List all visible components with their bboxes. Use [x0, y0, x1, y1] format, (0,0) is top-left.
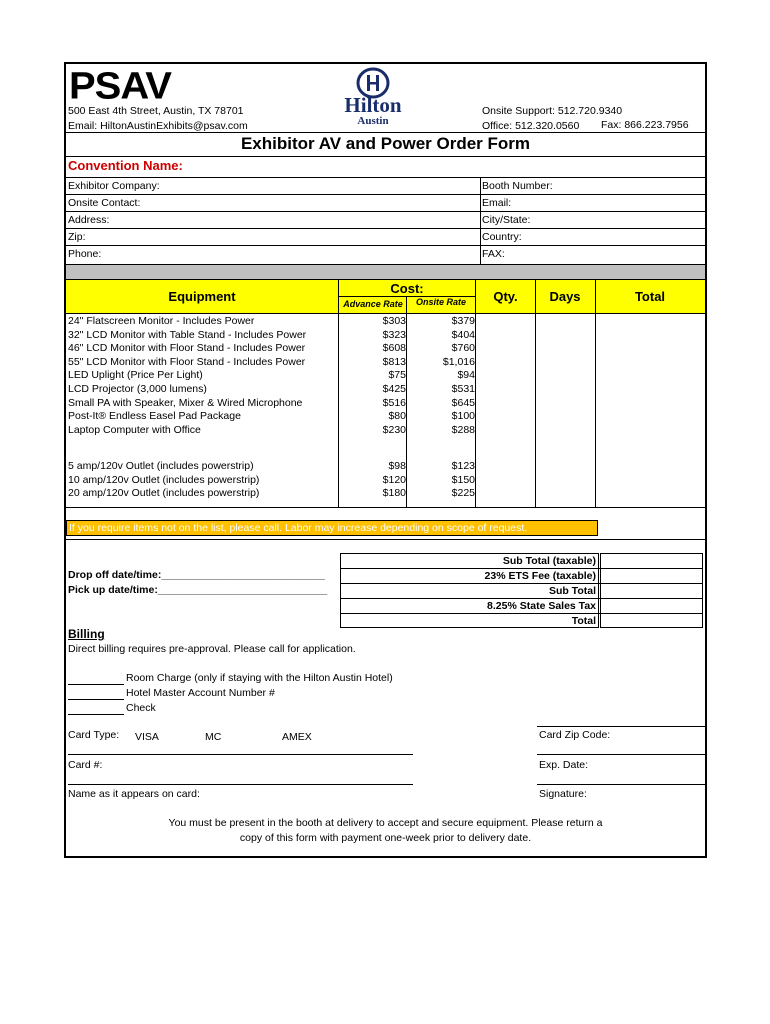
equipment-name: 24" Flatscreen Monitor - Includes Power	[68, 315, 255, 327]
qty-header: Qty.	[493, 289, 518, 304]
power-advance-rate: $180	[382, 487, 406, 500]
address-field[interactable]: Address:	[68, 214, 110, 226]
totals-box	[340, 553, 705, 628]
equipment-name: LCD Projector (3,000 lumens)	[68, 382, 207, 395]
signature-field[interactable]: Signature:	[539, 788, 587, 800]
table-row	[66, 460, 477, 474]
equipment-onsite-rate: $379	[451, 315, 475, 327]
power-onsite-rate: $150	[451, 473, 475, 486]
table-row	[66, 410, 477, 424]
footer-line-2: copy of this form with payment one-week prior to delivery date.	[239, 832, 532, 844]
equipment-name: Post-It® Endless Easel Pad Package	[68, 410, 241, 423]
card-type-amex[interactable]: AMEX	[282, 731, 312, 743]
exhibitor-company-field[interactable]: Exhibitor Company:	[68, 180, 160, 192]
pickup-field[interactable]: Pick up date/time:_____________________________	[68, 584, 328, 596]
convention-name-label: Convention Name:	[68, 158, 183, 173]
equipment-advance-rate: $425	[382, 382, 406, 395]
room-charge-option[interactable]: Room Charge (only if staying with the Hilton Austin Hotel)	[126, 672, 393, 684]
email-field[interactable]: Email:	[482, 197, 512, 209]
phone-field[interactable]: Phone:	[68, 248, 102, 260]
fax-number: Fax: 866.223.7956	[601, 119, 689, 131]
hilton-logo	[334, 66, 412, 130]
exhibitor-info	[66, 177, 705, 264]
onsite-rate-header: Onsite Rate	[415, 297, 466, 307]
fax-field[interactable]: FAX:	[482, 248, 505, 260]
equipment-table	[66, 315, 477, 437]
table-row	[66, 356, 477, 370]
card-type-label: Card Type:	[68, 729, 120, 741]
equipment-onsite-rate: $94	[457, 369, 475, 382]
sales-tax-label: 8.25% State Sales Tax	[487, 600, 596, 612]
equipment-onsite-rate: $288	[451, 423, 475, 436]
office-phone: Office: 512.320.0560	[482, 120, 580, 132]
table-row	[66, 315, 477, 329]
onsite-support: Onsite Support: 512.720.9340	[482, 105, 623, 117]
address-line: 500 East 4th Street, Austin, TX 78701	[68, 105, 244, 117]
psav-logo: PSAV	[69, 65, 171, 107]
power-table	[66, 460, 477, 501]
table-row	[66, 397, 477, 411]
power-onsite-rate: $123	[451, 460, 475, 472]
billing-note: Direct billing requires pre-approval. Please call for application.	[68, 643, 356, 655]
section-divider	[66, 264, 705, 280]
table-row	[66, 342, 477, 356]
table-row	[66, 487, 477, 501]
days-header: Days	[549, 289, 581, 304]
city-state-field[interactable]: City/State:	[482, 214, 531, 226]
equipment-advance-rate: $516	[382, 396, 406, 409]
equipment-onsite-rate: $1,016	[442, 355, 475, 368]
power-name: 20 amp/120v Outlet (includes powerstrip)	[68, 487, 260, 500]
equipment-advance-rate: $303	[382, 315, 406, 327]
equipment-advance-rate: $813	[382, 355, 406, 368]
equipment-onsite-rate: $100	[451, 410, 475, 423]
equipment-name: Laptop Computer with Office	[68, 423, 201, 436]
booth-number-field[interactable]: Booth Number:	[482, 180, 553, 192]
card-number-field[interactable]: Card #:	[68, 759, 103, 771]
onsite-contact-field[interactable]: Onsite Contact:	[68, 197, 141, 209]
card-type-mc[interactable]: MC	[205, 731, 222, 743]
equipment-header: Equipment	[168, 289, 236, 304]
billing-heading: Billing	[68, 627, 105, 641]
table-row	[66, 424, 477, 438]
equipment-name: 32" LCD Monitor with Table Stand - Includes Power	[68, 328, 307, 341]
name-on-card-field[interactable]: Name as it appears on card:	[68, 788, 200, 800]
subtotal-taxable-label: Sub Total (taxable)	[502, 555, 596, 567]
page-title: Exhibitor AV and Power Order Form	[240, 134, 531, 153]
table-row	[66, 474, 477, 488]
power-onsite-rate: $225	[451, 487, 475, 500]
note-banner: If you require items not on the list, please call. Labor may increase depending on scope of request.	[66, 520, 598, 536]
table-row	[66, 369, 477, 383]
equipment-advance-rate: $80	[388, 410, 406, 423]
order-form	[64, 62, 707, 858]
zip-field[interactable]: Zip:	[68, 231, 86, 243]
grand-total-label: Total	[571, 615, 596, 627]
equipment-onsite-rate: $404	[451, 328, 475, 341]
equipment-advance-rate: $323	[382, 328, 406, 341]
power-name: 5 amp/120v Outlet (includes powerstrip)	[68, 460, 254, 472]
hilton-wordmark: Hilton	[344, 93, 402, 117]
ets-fee-label: 23% ETS Fee (taxable)	[484, 570, 596, 582]
total-header: Total	[634, 289, 666, 304]
dropoff-field[interactable]: Drop off date/time:____________________________	[68, 569, 325, 581]
equipment-name: 55" LCD Monitor with Floor Stand - Includes Power	[68, 355, 306, 368]
equipment-name: Small PA with Speaker, Mixer & Wired Microphone	[68, 396, 303, 409]
email-line: Email: HiltonAustinExhibits@psav.com	[68, 120, 248, 132]
equipment-advance-rate: $608	[382, 342, 406, 355]
equipment-advance-rate: $230	[382, 423, 406, 436]
subtotal-label: Sub Total	[548, 585, 596, 597]
check-option[interactable]: Check	[126, 702, 156, 714]
table-row	[66, 383, 477, 397]
table-row	[66, 329, 477, 343]
equipment-onsite-rate: $760	[451, 342, 475, 355]
hilton-location: Austin	[357, 115, 389, 127]
master-account-option[interactable]: Hotel Master Account Number #	[126, 687, 275, 699]
equipment-onsite-rate: $531	[451, 382, 475, 395]
power-advance-rate: $98	[388, 460, 406, 472]
power-name: 10 amp/120v Outlet (includes powerstrip)	[68, 473, 260, 486]
exp-date-field[interactable]: Exp. Date:	[539, 759, 589, 771]
equipment-advance-rate: $75	[388, 369, 406, 382]
equipment-name: 46" LCD Monitor with Floor Stand - Includes Power	[68, 342, 306, 355]
equipment-name: LED Uplight (Price Per Light)	[68, 369, 203, 382]
country-field[interactable]: Country:	[482, 231, 522, 243]
card-type-visa[interactable]: VISA	[135, 731, 159, 743]
cost-header: Cost:	[390, 281, 424, 296]
card-zip-field[interactable]: Card Zip Code:	[539, 729, 611, 741]
table-header	[66, 280, 705, 314]
footer-line-1: You must be present in the booth at delivery to accept and secure equipment. Please return a	[168, 817, 603, 829]
power-advance-rate: $120	[382, 473, 406, 486]
advance-rate-header: Advance Rate	[343, 299, 403, 309]
equipment-onsite-rate: $645	[451, 396, 475, 409]
